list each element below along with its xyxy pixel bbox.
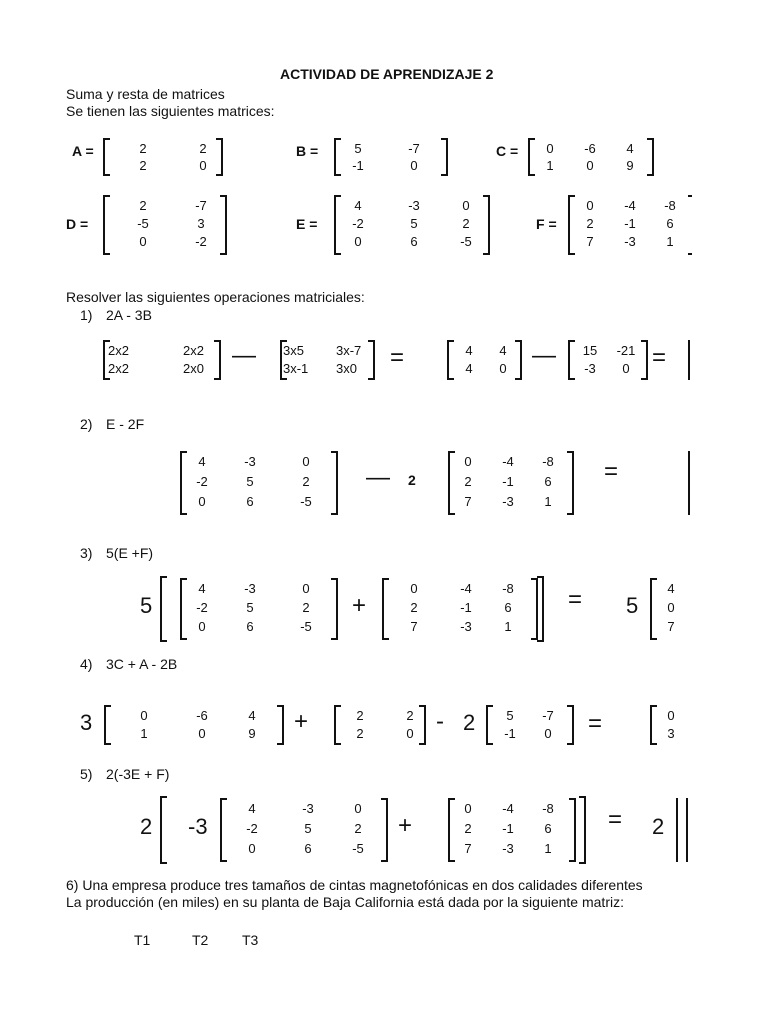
matrix-cell: -2 [196, 474, 208, 489]
matrix-cell: -3 [584, 361, 596, 376]
matrix-cell: -3 [624, 234, 636, 249]
matrix-c [528, 138, 654, 176]
matrix-cell: 3x-1 [283, 361, 309, 376]
matrix-cell: -7 [542, 708, 554, 723]
minus-sign: - [436, 708, 444, 735]
page-title: ACTIVIDAD DE APRENDIZAJE 2 [280, 66, 494, 82]
matrix-cell: -7 [408, 141, 420, 156]
matrix-cell: -5 [300, 619, 312, 634]
matrix-cell: 4 [626, 141, 634, 156]
matrix-cell: -2 [246, 821, 258, 836]
instructions-text: Resolver las siguientes operaciones matriciales: [66, 289, 365, 305]
matrix-cell: 2x2 [108, 343, 129, 358]
minus-sign: — [366, 464, 390, 491]
problem-4-expression: 3C + A - 2B [106, 656, 178, 672]
label-d: D = [66, 216, 89, 232]
matrix-cell: 6 [410, 234, 418, 249]
matrix-cell: 6 [304, 841, 312, 856]
matrix-cell: 5 [246, 474, 254, 489]
matrix-cell: -4 [624, 198, 636, 213]
label-a: A = [72, 143, 94, 159]
matrix-cell: 2x2 [183, 343, 204, 358]
matrix-cell: 0 [410, 581, 418, 596]
equals-sign: = [652, 344, 667, 371]
matrix-cell: 0 [248, 841, 256, 856]
matrix-cell: -8 [502, 581, 514, 596]
matrix-cell: 0 [667, 600, 675, 615]
matrix-cell: 0 [198, 726, 206, 741]
problem-2-matrix-1 [180, 451, 338, 515]
matrix-cell: -3 [244, 454, 256, 469]
matrix-cell: -1 [502, 474, 514, 489]
matrix-cell: 1 [140, 726, 148, 741]
matrix-cell: 2 [356, 726, 364, 741]
matrix-cell: -2 [195, 234, 207, 249]
matrix-cell: 0 [140, 708, 148, 723]
matrix-cell: 7 [464, 494, 472, 509]
matrix-cell: 3x0 [336, 361, 357, 376]
matrix-cell: 0 [354, 234, 362, 249]
matrix-cell: 5 [506, 708, 514, 723]
matrix-cell: -21 [616, 343, 636, 358]
minus-sign: — [232, 342, 256, 369]
outer-bracket-left [676, 798, 678, 862]
column-header-t2: T2 [192, 932, 209, 948]
scalar-2: 2 [408, 472, 416, 488]
matrix-cell: 7 [586, 234, 594, 249]
matrix-cell: 1 [504, 619, 512, 634]
matrix-cell: 3x-7 [336, 343, 362, 358]
problem-5-matrix-1 [220, 798, 388, 862]
problem-1-expression: 2A - 3B [106, 307, 152, 323]
problem-2-number: 2) [80, 416, 93, 432]
problem-3-expression: 5(E +F) [106, 545, 154, 561]
matrix-cell: 2 [302, 474, 310, 489]
problem-3-matrix-1 [180, 578, 338, 640]
matrix-cell: 0 [199, 158, 207, 173]
matrix-cell: 2 [462, 216, 470, 231]
matrix-cell: 2 [139, 158, 147, 173]
matrix-cell: 6 [246, 619, 254, 634]
matrix-cell: 0 [406, 726, 414, 741]
matrix-cell: -4 [502, 454, 514, 469]
problem-4-matrix-1 [104, 705, 284, 745]
matrix-cell: -3 [244, 581, 256, 596]
matrix-cell: 5 [304, 821, 312, 836]
problem-1-matrix-4 [568, 340, 648, 380]
matrix-cell: 2 [199, 141, 207, 156]
matrix-cell: -6 [196, 708, 208, 723]
matrix-d [103, 195, 227, 255]
matrix-cell: 4 [465, 343, 473, 358]
matrix-cell: 2 [464, 821, 472, 836]
problem-3-number: 3) [80, 545, 93, 561]
scalar-2: 2 [463, 710, 476, 735]
matrix-cell: 0 [464, 801, 472, 816]
matrix-cell: -7 [195, 198, 207, 213]
matrix-cell: -8 [542, 801, 554, 816]
matrix-cell: 0 [139, 234, 147, 249]
matrix-cell: 4 [248, 801, 256, 816]
matrix-cell: 0 [586, 198, 594, 213]
matrix-cell: 0 [410, 158, 418, 173]
matrix-cell: 0 [544, 726, 552, 741]
result-bracket [686, 798, 688, 862]
matrix-cell: 7 [410, 619, 418, 634]
label-c: C = [496, 143, 519, 159]
matrix-cell: -5 [460, 234, 472, 249]
matrix-cell: -1 [352, 158, 364, 173]
label-e: E = [296, 216, 318, 232]
plus-sign: + [398, 812, 413, 839]
matrix-cell: 2x0 [183, 361, 204, 376]
matrix-f [568, 195, 692, 255]
matrix-cell: -3 [408, 198, 420, 213]
matrix-cell: 1 [546, 158, 554, 173]
scalar-5: 5 [626, 593, 639, 618]
plus-sign: + [294, 708, 309, 735]
matrix-cell: 0 [667, 708, 675, 723]
matrix-cell: -5 [300, 494, 312, 509]
matrix-cell: 4 [198, 454, 206, 469]
matrix-cell: 4 [499, 343, 507, 358]
matrix-cell: 0 [302, 454, 310, 469]
problem-4-matrix-2 [334, 705, 426, 745]
matrix-cell: 0 [464, 454, 472, 469]
matrix-cell: 5 [246, 600, 254, 615]
subtitle: Suma y resta de matrices [66, 86, 225, 102]
problem-1-number: 1) [80, 307, 93, 323]
matrix-cell: 0 [302, 581, 310, 596]
equals-sign: = [608, 806, 623, 833]
matrix-cell: -3 [460, 619, 472, 634]
problem-5-number: 5) [80, 766, 93, 782]
scalar-5: 5 [140, 593, 153, 618]
partial-result-matrix [650, 578, 690, 640]
problem-1-matrix-3 [447, 340, 522, 380]
scalar-minus-3: -3 [188, 814, 208, 839]
plus-sign: + [352, 592, 367, 619]
matrix-cell: 2 [302, 600, 310, 615]
matrix-cell: -1 [504, 726, 516, 741]
matrix-cell: 4 [198, 581, 206, 596]
column-header-t3: T3 [242, 932, 259, 948]
matrix-cell: -5 [137, 216, 149, 231]
problem-4-matrix-3 [486, 705, 574, 745]
matrix-cell: -2 [352, 216, 364, 231]
equals-sign: = [390, 344, 405, 371]
matrix-cell: 6 [544, 821, 552, 836]
scalar-3: 3 [80, 710, 93, 735]
matrix-cell: 4 [248, 708, 256, 723]
matrix-cell: 5 [354, 141, 362, 156]
partial-result-matrix [650, 705, 690, 745]
matrix-cell: -3 [502, 841, 514, 856]
problem-5-matrix-2 [448, 798, 576, 862]
matrix-cell: 2 [410, 600, 418, 615]
matrix-cell: 2 [464, 474, 472, 489]
matrix-cell: 1 [666, 234, 674, 249]
matrix-cell: 7 [667, 619, 675, 634]
matrix-cell: 2 [354, 821, 362, 836]
matrix-cell: 9 [248, 726, 256, 741]
column-header-t1: T1 [134, 932, 151, 948]
matrix-cell: -8 [542, 454, 554, 469]
matrix-cell: -5 [352, 841, 364, 856]
matrix-cell: 0 [546, 141, 554, 156]
matrix-cell: 15 [582, 343, 598, 358]
matrix-cell: 1 [544, 494, 552, 509]
matrix-cell: 6 [666, 216, 674, 231]
matrix-cell: -1 [460, 600, 472, 615]
matrix-cell: 6 [246, 494, 254, 509]
matrix-cell: 6 [504, 600, 512, 615]
matrix-cell: 0 [622, 361, 630, 376]
equals-sign: = [568, 586, 583, 613]
matrix-cell: 3 [197, 216, 205, 231]
matrix-e [334, 195, 490, 255]
matrix-cell: 1 [544, 841, 552, 856]
matrix-b [334, 138, 448, 176]
matrix-cell: 9 [626, 158, 634, 173]
equals-sign: = [588, 710, 603, 737]
problem-2-matrix-2 [448, 451, 574, 515]
matrix-cell: 0 [198, 494, 206, 509]
matrix-cell: -4 [502, 801, 514, 816]
matrix-cell: 3 [667, 726, 675, 741]
matrix-cell: -1 [624, 216, 636, 231]
problem-6-line-1: 6) Una empresa produce tres tamaños de cintas magnetofónicas en dos calidades diferentes [66, 877, 643, 893]
problem-2-expression: E - 2F [106, 416, 145, 432]
matrix-cell: 4 [465, 361, 473, 376]
matrix-cell: 4 [354, 198, 362, 213]
intro-text: Se tienen las siguientes matrices: [66, 103, 275, 119]
matrix-cell: 2 [139, 141, 147, 156]
matrix-cell: 0 [586, 158, 594, 173]
matrix-cell: -3 [302, 801, 314, 816]
matrix-cell: -2 [196, 600, 208, 615]
matrix-cell: 0 [499, 361, 507, 376]
matrix-cell: 0 [354, 801, 362, 816]
matrix-a [103, 138, 223, 176]
matrix-cell: 4 [667, 581, 675, 596]
matrix-cell: 2 [356, 708, 364, 723]
label-b: B = [296, 143, 319, 159]
matrix-cell: -1 [502, 821, 514, 836]
matrix-cell: 0 [462, 198, 470, 213]
matrix-cell: 6 [544, 474, 552, 489]
result-bracket [688, 340, 690, 380]
scalar-2: 2 [652, 814, 665, 839]
problem-1-matrix-1 [103, 340, 221, 380]
problem-4-number: 4) [80, 656, 93, 672]
matrix-cell: 2 [586, 216, 594, 231]
matrix-cell: -8 [664, 198, 676, 213]
label-f: F = [536, 216, 557, 232]
matrix-cell: 2x2 [108, 361, 129, 376]
matrix-cell: 7 [464, 841, 472, 856]
matrix-cell: 5 [410, 216, 418, 231]
matrix-cell: -6 [584, 141, 596, 156]
problem-5-expression: 2(-3E + F) [106, 766, 170, 782]
matrix-cell: 2 [406, 708, 414, 723]
problem-6-line-2: La producción (en miles) en su planta de Baja California está dada por la siguiente matriz: [66, 894, 624, 910]
matrix-cell: 2 [139, 198, 147, 213]
equals-sign: = [604, 458, 619, 485]
problem-3-matrix-2 [382, 578, 538, 640]
matrix-cell: -3 [502, 494, 514, 509]
minus-sign: — [532, 342, 556, 369]
matrix-cell: 0 [198, 619, 206, 634]
result-bracket [688, 451, 690, 515]
scalar-2: 2 [140, 814, 153, 839]
matrix-cell: 3x5 [283, 343, 304, 358]
matrix-cell: -4 [460, 581, 472, 596]
problem-1-matrix-2 [280, 340, 375, 380]
